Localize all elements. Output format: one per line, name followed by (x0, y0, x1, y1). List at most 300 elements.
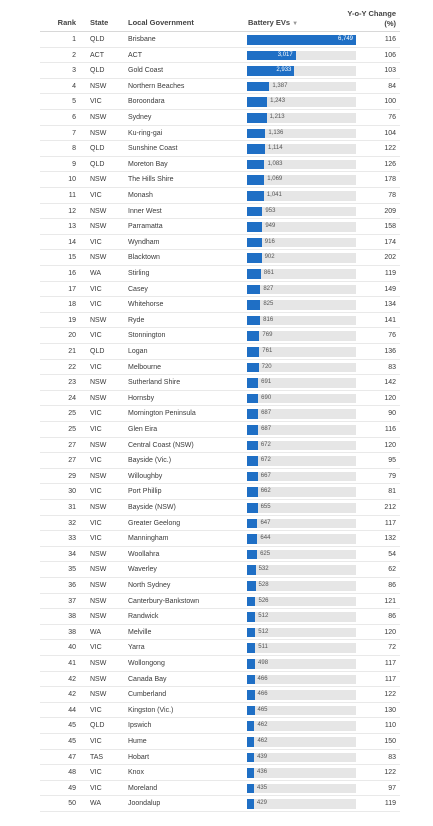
table-row[interactable] (40, 469, 400, 485)
state-cell: QLD (90, 145, 105, 153)
table-row[interactable] (40, 328, 400, 344)
local-government-cell: Bayside (Vic.) (128, 457, 172, 465)
battery-ev-bar (247, 175, 264, 185)
bar-track (247, 97, 356, 107)
local-government-cell: The Hills Shire (128, 176, 174, 184)
battery-ev-value-label: 6,749 (337, 36, 353, 42)
state-cell: WA (90, 800, 102, 808)
battery-ev-bar (247, 659, 255, 669)
table-row[interactable] (40, 562, 400, 578)
state-cell: VIC (90, 98, 102, 106)
battery-ev-value-label: 1,114 (267, 145, 283, 152)
local-government-cell: Woollahra (128, 550, 160, 558)
battery-ev-value-label: 902 (264, 254, 275, 261)
table-row[interactable] (40, 734, 400, 750)
rank-cell: 8 (72, 145, 76, 153)
state-cell: VIC (90, 488, 102, 496)
yoy-change-cell: 83 (388, 363, 396, 371)
battery-ev-value-label: 512 (258, 613, 269, 620)
rank-cell: 20 (68, 332, 76, 340)
local-government-cell: Waverley (128, 566, 157, 574)
battery-ev-bar (247, 628, 255, 638)
battery-ev-value-label: 625 (260, 550, 271, 557)
yoy-change-cell: 104 (384, 129, 396, 137)
yoy-change-cell: 122 (384, 769, 396, 777)
rank-cell: 16 (68, 270, 76, 277)
local-government-cell: Monash (128, 192, 153, 199)
bar-track (247, 113, 356, 123)
header-local-government[interactable]: Local Government (128, 18, 194, 27)
battery-ev-bar (247, 269, 261, 279)
table-row[interactable] (40, 750, 400, 766)
state-cell: NSW (90, 660, 107, 667)
table-row[interactable] (40, 625, 400, 641)
state-cell: WA (90, 628, 102, 636)
battery-ev-bar (247, 378, 258, 388)
local-government-cell: ACT (128, 51, 142, 59)
state-cell: VIC (90, 301, 102, 309)
yoy-change-cell: 117 (384, 675, 396, 683)
battery-ev-bar (247, 129, 265, 139)
rank-cell: 48 (68, 769, 76, 777)
state-cell: NSW (90, 675, 107, 683)
battery-ev-value-label: 647 (260, 519, 271, 526)
state-cell: NSW (90, 566, 107, 574)
battery-ev-value-label: 662 (260, 488, 271, 495)
table-row[interactable] (40, 344, 400, 360)
state-cell: ACT (90, 51, 104, 59)
table-row[interactable] (40, 48, 400, 64)
local-government-cell: Moreland (128, 784, 158, 792)
battery-ev-bar (247, 487, 258, 497)
table-row[interactable] (40, 297, 400, 313)
state-cell: NSW (90, 316, 107, 324)
battery-ev-value-label: 1,387 (272, 82, 288, 89)
bar-track (247, 51, 356, 61)
rank-cell: 13 (68, 223, 76, 231)
table-row[interactable] (40, 687, 400, 703)
rank-cell: 14 (68, 238, 76, 246)
battery-ev-bar (247, 97, 267, 107)
rank-cell: 42 (68, 691, 76, 699)
battery-ev-bar (247, 191, 264, 201)
local-government-cell: Sutherland Shire (128, 379, 181, 387)
battery-ev-value-label: 526 (258, 597, 269, 604)
rank-cell: 5 (72, 98, 76, 106)
battery-ev-bar (247, 144, 265, 154)
battery-ev-bar (247, 612, 255, 622)
local-government-cell: Cumberland (128, 691, 167, 699)
table-row[interactable] (40, 438, 400, 454)
battery-ev-value-label: 466 (257, 675, 268, 682)
state-cell: NSW (90, 82, 107, 90)
table-row[interactable] (40, 235, 400, 251)
local-government-cell: Ipswich (128, 722, 152, 730)
rank-cell: 32 (68, 519, 76, 527)
local-government-cell: Wyndham (128, 238, 160, 246)
battery-ev-bar (247, 768, 254, 778)
header-battery-evs-label: Battery EVs (248, 18, 291, 27)
rank-cell: 11 (68, 192, 76, 199)
table-row[interactable] (40, 703, 400, 719)
local-government-cell: Brisbane (128, 36, 156, 43)
table-row[interactable] (40, 484, 400, 500)
state-cell: VIC (90, 644, 102, 652)
table-row[interactable] (40, 796, 400, 812)
rank-cell: 38 (68, 628, 76, 636)
battery-ev-value-label: 861 (263, 270, 274, 276)
battery-ev-value-label: 512 (258, 628, 269, 635)
bar-track (247, 753, 356, 763)
bar-track (247, 768, 356, 778)
battery-ev-value-label: 949 (265, 223, 276, 230)
state-cell: NSW (90, 504, 107, 511)
table-row[interactable] (40, 422, 400, 438)
yoy-change-cell: 103 (384, 67, 396, 75)
local-government-cell: Greater Geelong (128, 519, 181, 527)
rank-cell: 36 (68, 582, 76, 589)
table-row[interactable] (40, 547, 400, 563)
battery-ev-bar (247, 519, 257, 529)
table-row[interactable] (40, 313, 400, 329)
rank-cell: 1 (72, 36, 76, 43)
local-government-cell: Blacktown (128, 254, 160, 262)
rank-cell: 47 (68, 753, 76, 761)
battery-ev-value-label: 1,083 (267, 160, 283, 167)
battery-ev-value-label: 816 (263, 316, 274, 323)
state-cell: NSW (90, 550, 107, 558)
yoy-change-cell: 122 (384, 691, 396, 699)
yoy-change-cell: 141 (384, 316, 396, 324)
rank-cell: 34 (68, 550, 76, 558)
table-row[interactable] (40, 375, 400, 391)
bar-track (247, 269, 356, 279)
battery-ev-bar (247, 425, 258, 435)
table-row[interactable] (40, 578, 400, 594)
state-cell: NSW (90, 597, 107, 605)
state-cell: NSW (90, 472, 107, 480)
local-government-cell: Central Coast (NSW) (128, 441, 194, 449)
yoy-change-cell: 95 (388, 457, 396, 465)
table-row[interactable] (40, 94, 400, 110)
yoy-change-cell: 120 (384, 441, 396, 449)
table-row[interactable] (40, 63, 400, 79)
rank-cell: 24 (68, 394, 76, 402)
rank-cell: 33 (68, 535, 76, 543)
bar-track (247, 487, 356, 497)
battery-ev-value-label: 436 (257, 769, 268, 776)
local-government-cell: Hornsby (128, 394, 155, 402)
rank-cell: 38 (68, 613, 76, 621)
yoy-change-cell: 119 (384, 270, 396, 277)
bar-track (247, 534, 356, 544)
yoy-change-cell: 76 (388, 332, 396, 340)
battery-ev-bar (247, 363, 259, 373)
local-government-cell: Willoughby (128, 472, 163, 480)
table-row[interactable] (40, 126, 400, 142)
local-government-cell: Randwick (128, 613, 159, 621)
rank-cell: 2 (72, 51, 76, 59)
rank-cell: 42 (68, 675, 76, 683)
battery-ev-bar (247, 253, 262, 263)
battery-ev-value-label: 916 (264, 238, 275, 245)
local-government-cell: Glen Eira (128, 426, 158, 433)
yoy-change-cell: 122 (384, 145, 396, 153)
state-cell: NSW (90, 254, 107, 262)
table-row[interactable] (40, 204, 400, 220)
battery-ev-bar (247, 207, 262, 217)
rank-cell: 15 (68, 254, 76, 262)
battery-ev-bar (247, 394, 258, 404)
table-row[interactable] (40, 250, 400, 266)
battery-ev-value-label: 2,933 (276, 67, 292, 74)
table-row[interactable] (40, 110, 400, 126)
header-rank[interactable]: Rank (57, 18, 76, 27)
table-row[interactable] (40, 266, 400, 282)
bar-track (247, 597, 356, 607)
yoy-change-cell: 86 (388, 613, 396, 621)
table-row[interactable] (40, 531, 400, 547)
local-government-cell: Bayside (NSW) (128, 504, 176, 511)
bar-track (247, 144, 356, 154)
table-row[interactable] (40, 453, 400, 469)
header-yoy-line1: Y-o-Y Change (347, 9, 396, 18)
battery-ev-value-label: 466 (257, 691, 268, 698)
local-government-cell: Hobart (128, 753, 150, 761)
yoy-change-cell: 132 (384, 535, 396, 543)
state-cell: VIC (90, 285, 102, 293)
table-row[interactable] (40, 640, 400, 656)
local-government-cell: Stonnington (128, 332, 166, 340)
battery-ev-bar (247, 160, 264, 170)
bar-track (247, 784, 356, 794)
bar-track (247, 82, 356, 92)
bar-track (247, 565, 356, 575)
yoy-change-cell: 78 (388, 192, 396, 199)
battery-ev-value-label: 1,213 (269, 114, 285, 120)
yoy-change-cell: 62 (388, 566, 396, 574)
battery-ev-bar (247, 300, 260, 310)
rank-cell: 17 (68, 285, 76, 293)
table-row[interactable] (40, 172, 400, 188)
yoy-change-cell: 81 (388, 488, 396, 496)
battery-ev-value-label: 532 (258, 566, 269, 573)
bar-track (247, 472, 356, 482)
bar-track (247, 253, 356, 263)
bar-track (247, 347, 356, 357)
battery-ev-value-label: 1,243 (270, 98, 286, 105)
yoy-change-cell: 212 (384, 504, 396, 511)
bar-track (247, 503, 356, 513)
state-cell: VIC (90, 410, 102, 418)
battery-ev-value-label: 769 (262, 332, 273, 339)
rank-cell: 25 (68, 426, 76, 433)
table-row[interactable] (40, 282, 400, 298)
table-row[interactable] (40, 500, 400, 516)
rank-cell: 50 (68, 800, 76, 808)
battery-ev-value-label: 439 (257, 753, 268, 760)
header-state[interactable]: State (90, 18, 109, 27)
local-government-cell: Knox (128, 769, 144, 777)
bar-track (247, 222, 356, 232)
local-government-cell: Manningham (128, 535, 169, 543)
rank-cell: 21 (68, 348, 76, 355)
state-cell: NSW (90, 394, 107, 402)
table-row[interactable] (40, 360, 400, 376)
yoy-change-cell: 79 (388, 472, 396, 480)
table-row[interactable] (40, 32, 400, 48)
yoy-change-cell: 121 (384, 597, 396, 605)
state-cell: NSW (90, 207, 107, 215)
rank-cell: 3 (72, 67, 76, 75)
sort-descending-icon[interactable]: ▼ (292, 21, 299, 27)
bar-track (247, 207, 356, 217)
local-government-cell: Gold Coast (128, 67, 164, 75)
table-row[interactable] (40, 656, 400, 672)
local-government-cell: Moreton Bay (128, 160, 168, 168)
bar-track (247, 581, 356, 591)
local-government-cell: Whitehorse (128, 301, 164, 309)
bar-track (247, 129, 356, 139)
rank-cell: 25 (68, 410, 76, 418)
table-row[interactable] (40, 219, 400, 235)
battery-ev-bar (247, 643, 255, 653)
state-cell: VIC (90, 363, 102, 371)
state-cell: QLD (90, 67, 105, 75)
table-row[interactable] (40, 609, 400, 625)
battery-ev-bar (247, 113, 267, 123)
state-cell: VIC (90, 332, 102, 340)
yoy-change-cell: 86 (388, 582, 396, 589)
battery-ev-value-label: 528 (258, 582, 269, 588)
battery-ev-value-label: 462 (257, 722, 268, 729)
table-row[interactable] (40, 781, 400, 797)
bar-track (247, 456, 356, 466)
yoy-change-cell: 126 (384, 160, 396, 168)
bar-track (247, 721, 356, 731)
battery-ev-value-label: 691 (261, 379, 272, 386)
table-row[interactable] (40, 718, 400, 734)
battery-ev-bar (247, 503, 258, 513)
yoy-change-cell: 130 (384, 706, 396, 714)
battery-ev-bar (247, 737, 254, 747)
yoy-change-cell: 149 (384, 285, 396, 293)
bar-track (247, 799, 356, 809)
rank-cell: 35 (68, 566, 76, 574)
battery-ev-value-label: 655 (260, 504, 271, 510)
state-cell: VIC (90, 519, 102, 527)
battery-ev-value-label: 465 (257, 706, 268, 713)
table-row[interactable] (40, 406, 400, 422)
battery-ev-bar (247, 347, 259, 357)
state-cell: NSW (90, 582, 107, 589)
rank-cell: 18 (68, 301, 76, 309)
bar-track (247, 550, 356, 560)
bar-track (247, 425, 356, 435)
battery-ev-bar (247, 331, 259, 341)
rank-cell: 19 (68, 316, 76, 324)
local-government-cell: Parramatta (128, 223, 163, 231)
bar-track (247, 628, 356, 638)
bar-track (247, 331, 356, 341)
battery-ev-value-label: 690 (261, 394, 272, 401)
battery-ev-bar (247, 581, 256, 591)
battery-ev-value-label: 1,041 (266, 192, 282, 198)
state-cell: NSW (90, 441, 107, 449)
bar-track (247, 394, 356, 404)
battery-ev-value-label: 720 (261, 363, 272, 370)
table-row[interactable] (40, 391, 400, 407)
state-cell: WA (90, 270, 102, 277)
rank-cell: 4 (72, 82, 76, 90)
rank-cell: 37 (68, 597, 76, 605)
bar-track (247, 659, 356, 669)
table-row[interactable] (40, 672, 400, 688)
local-government-cell: Ku-ring-gai (128, 129, 163, 137)
battery-ev-bar (247, 222, 262, 232)
battery-ev-bar (247, 675, 255, 685)
battery-ev-bar (247, 285, 260, 295)
table-row[interactable] (40, 594, 400, 610)
battery-ev-value-label: 827 (263, 285, 274, 292)
table-row[interactable] (40, 141, 400, 157)
yoy-change-cell: 134 (384, 301, 396, 309)
local-government-cell: Logan (128, 348, 148, 355)
table-row[interactable] (40, 79, 400, 95)
table-row[interactable] (40, 765, 400, 781)
rank-cell: 29 (68, 472, 76, 480)
rank-cell: 10 (68, 176, 76, 184)
bar-track (247, 643, 356, 653)
yoy-change-cell: 117 (384, 660, 396, 667)
battery-ev-bar (247, 690, 255, 700)
yoy-change-cell: 158 (384, 223, 396, 231)
bar-track (247, 66, 356, 76)
table-row[interactable] (40, 516, 400, 532)
yoy-change-cell: 84 (388, 82, 396, 90)
bar-track (247, 737, 356, 747)
bar-track (247, 706, 356, 716)
battery-ev-bar (247, 456, 258, 466)
battery-ev-value-label: 667 (260, 472, 271, 479)
state-cell: NSW (90, 129, 107, 137)
state-cell: VIC (90, 706, 102, 714)
bar-track (247, 378, 356, 388)
table-row[interactable] (40, 157, 400, 173)
rank-cell: 49 (68, 784, 76, 792)
state-cell: QLD (90, 160, 105, 168)
state-cell: NSW (90, 613, 107, 621)
yoy-change-cell: 76 (388, 114, 396, 121)
state-cell: VIC (90, 738, 102, 745)
bar-track (247, 285, 356, 295)
battery-ev-value-label: 687 (261, 410, 272, 417)
yoy-change-cell: 120 (384, 628, 396, 636)
bar-track (247, 612, 356, 622)
state-cell: NSW (90, 223, 107, 231)
local-government-cell: Yarra (128, 644, 145, 652)
battery-ev-value-label: 1,136 (268, 129, 284, 136)
state-cell: QLD (90, 348, 105, 355)
yoy-change-cell: 110 (384, 722, 396, 730)
table-row[interactable] (40, 188, 400, 204)
local-government-cell: Melbourne (128, 363, 162, 371)
rank-cell: 22 (68, 363, 76, 371)
yoy-change-cell: 116 (384, 36, 396, 43)
battery-ev-bar (247, 472, 258, 482)
rank-cell: 7 (72, 129, 76, 137)
battery-ev-value-label: 687 (261, 426, 272, 432)
